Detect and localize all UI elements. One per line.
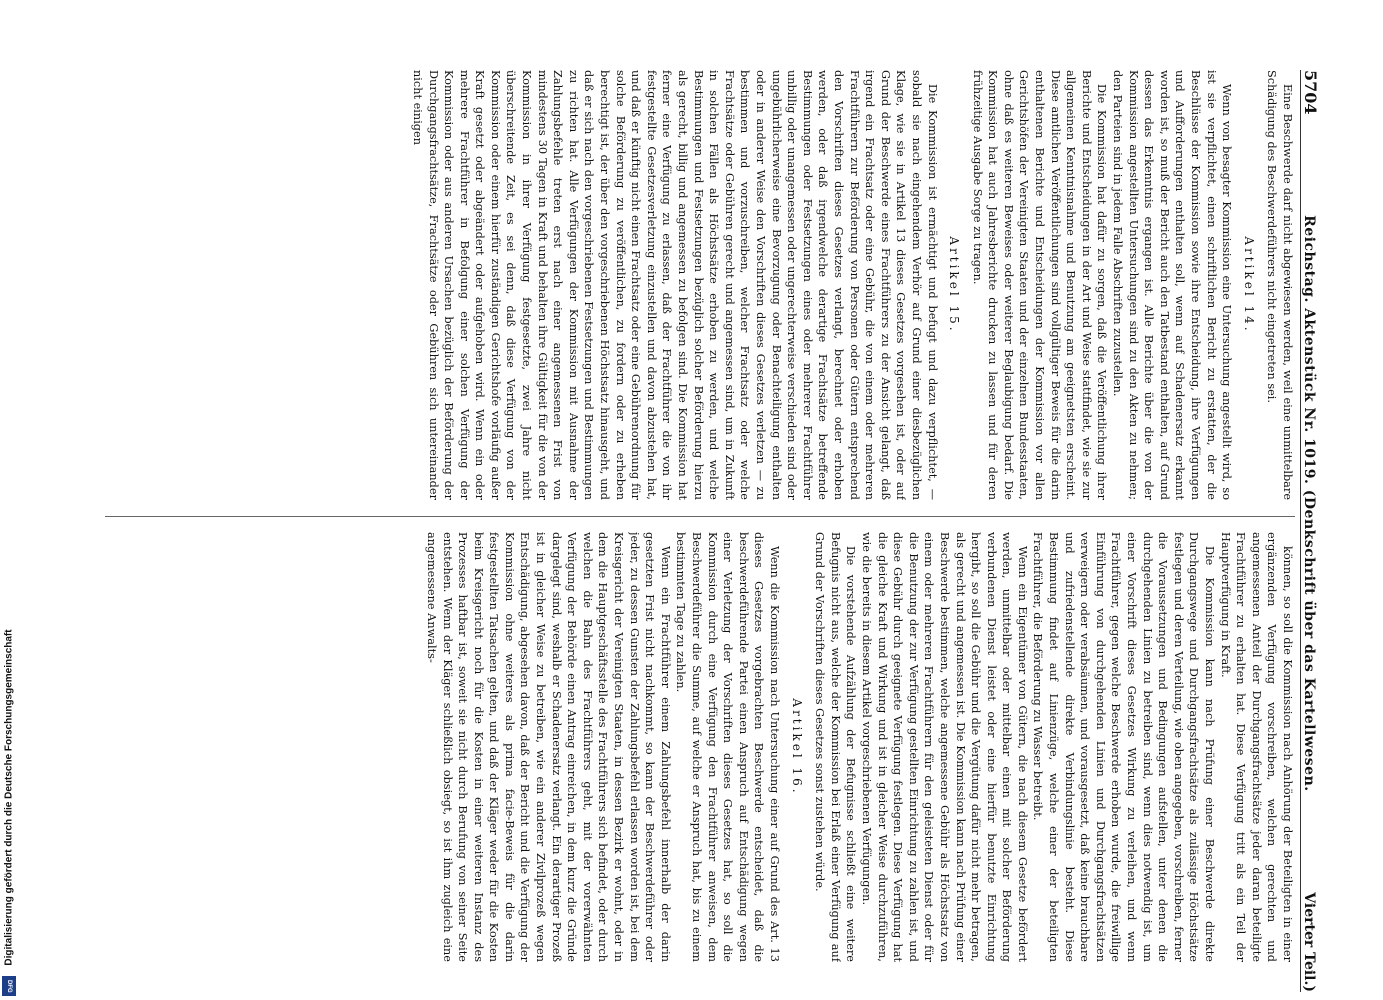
document-page bbox=[85, 70, 1335, 992]
paragraph: können, so soll die Kommission nach Anhörung der Beteiligten in einer ergänzenden Verfügung vorschreiben, welchen gerechten und angemessenen Anteil der Durchgangsfrachtsätze jeder daran beteiligte Frachtführer zu erhalten hat. Diese Verfügung tritt als ein Teil der Hauptverfügung in Kraft. bbox=[1218, 532, 1294, 962]
page-part: Vierter Teil.) bbox=[1301, 892, 1317, 992]
paragraph: Wenn die Kommission nach Untersuchung einer auf Grund des Art. 13 dieses Gesetzes vorgebrachten Beschwerde entscheidet, daß die beschwerdeführende Partei einen Anspruch auf Entschädigung wegen einer Verletzung der Vorschriften dieses Gesetzes hat, so soll die Kommission durch eine Verfügung den Frachtführer anweisen, dem Beschwerdeführer die Summe, auf welche er Anspruch hat, bis zu einem bestimmten Tage zu zahlen. bbox=[674, 532, 781, 962]
paragraph: Wenn ein Eigentümer von Gütern, die nach diesem Gesetze befördert werden, unmittelbar oder mittelbar einen mit solcher Beförderung verbundenen Dienst leistet oder eine hierfür benutzte Einrichtung hergibt, so soll die Gebühr und die Vergütung dafür nicht mehr betragen, als gerecht und angemessen ist. Die Kommission kann nach Prüfung einer Beschwerde bestimmen, welche angemessene Gebühr als Höchstsatz von einem oder mehreren Frachtführern für den geleisteten Dienst oder für die Benutzung der zur Verfügung gestellten Einrichtung zu zahlen ist, und diese Gebühr durch geeignete Verfügung festlegen. Diese Verfügung hat die gleiche Kraft und Wirkung und ist in gleicher Weise durchzuführen, wie die bereits in diesem Artikel vorgeschriebenen Verfügungen. bbox=[859, 532, 1029, 962]
article-15-heading: Artikel 15. bbox=[947, 236, 962, 334]
column-divider bbox=[105, 516, 1295, 517]
paragraph: Wenn ein Frachtführer einem Zahlungsbefehl innerhalb der darin gesetzten Frist nicht nachkommt, so kann der Beschwerdeführer oder jeder, zu dessen Gunsten der Zahlungsbefehl erlassen worden ist, bei dem Kreisgericht der Vereinigten Staaten, in dessen Bezirk er wohnt, oder in dem die Hauptgeschäftsstelle des Frachtführers sich befindet, oder durch welchen die Bahn des Frachtführers geht, mit der vorerwähnten Verfügung der Behörde einen Antrag einreichen, in dem kurz die Gründe dargelegt sind, weshalb er Schadenersatz verlangt. Ein derartiger Prozeß ist in gleicher Weise zu betreiben, wie ein anderer Zivilprozeß wegen Entschädigung, abgesehen davon, daß der Bericht und die Verfügung der Kommission ohne weiteres als prima facie-Beweis für die darin festgestellten Tatsachen gelten, und daß der Kläger weder für die Kosten beim Kreisgericht noch für die Kosten in einer weiteren Instanz des Prozesses haftbar ist, soweit sie nicht durch Berufung von seiner Seite entstehen. Wenn der Kläger schließlich obsiegt, so ist ihm zugleich eine angemessene Anwalts- bbox=[424, 532, 672, 962]
watermark-text: Digitalisierung gefördert durch die Deutsche Forschungsgemeinschaft bbox=[3, 629, 15, 966]
left-column bbox=[95, 70, 1295, 500]
paragraph: Die vorstehende Aufzählung der Befugnisse schließt eine weitere Befugnis nicht aus, welche der Kommission bei Erlaß einer Verfügung auf Grund der Vorschriften dieses Gesetzes sonst zustehen würde. bbox=[813, 532, 858, 962]
article-16-heading: Artikel 16. bbox=[789, 698, 804, 796]
right-column bbox=[95, 532, 1295, 962]
paragraph: Die Kommission kann nach Prüfung einer Beschwerde direkte Durchgangswege und Durchgangsfrachtsätze als zulässige Höchstsätze festlegen und deren Verteilung, wie oben angegeben, vorschreiben, ferner die Voraussetzungen und Bedingungen aufstellen, unter denen die durchgehenden Linien zu betreiben sind, wenn dies notwendig ist, um einer Vorschrift dieses Gesetzes Wirkung zu verleihen, und wenn Frachtführer, gegen welche Beschwerde erhoben wurde, die freiwillige Einführung von durchgehenden Linien und Durchgangsfrachtsätzen verweigern oder verabsäumen, und vorausgesetzt, daß keine brauchbare und zufriedenstellende direkte Verbindungslinie besteht. Diese Bestimmung findet auf Linienzüge, welche einer der beteiligten Frachtführer, die Beförderung zu Wasser betreibt. bbox=[1031, 532, 1217, 962]
page-header bbox=[1300, 70, 1335, 992]
paragraph: Wenn von besagter Kommission eine Untersuchung angestellt wird, so ist sie verpflichtet, einen schriftlichen Bericht zu erstatten, der die Beschlüsse der Kommission sowie ihre Entscheidung, ihre Verfügungen und Aufforderungen enthalten soll, wenn auf Schadenersatz erkannt worden ist, so muß der Bericht auch den Tatbestand enthalten, auf Grund dessen das Erkenntnis ergangen ist. Alle Berichte über die von der Kommission angestellten Untersuchungen sind zu den Akten zu nehmen; den Parteien sind in jedem Falle Abschriften zuzustellen. bbox=[1111, 70, 1234, 500]
page-wrapper bbox=[85, 70, 1335, 992]
paragraph: Die Kommission hat dafür zu sorgen, daß die Veröffentlichung ihrer Berichte und Entscheidungen in der Art und Weise stattfindet, wie sie zur allgemeinen Kenntnisnahme und Benutzung am geeignetsten erscheint. Diese amtlichen Veröffentlichungen sind vollgültiger Beweis für die darin enthaltenen Berichte und Entscheidungen der Kommission vor allen Gerichtshöfen der Vereinigten Staaten und der einzelnen Bundesstaaten, ohne daß es weiteren Beweises oder weiterer Beglaubigung bedarf. Die Kommission hat auch Jahresberichte drucken zu lassen und für deren frühzeitige Ausgabe Sorge zu tragen. bbox=[970, 70, 1109, 500]
dfg-logo: DFG bbox=[2, 976, 16, 996]
watermark bbox=[0, 605, 18, 990]
page-number: 5704 bbox=[1301, 70, 1320, 115]
paragraph: Die Kommission ist ermächtigt und befugt und dazu verpflichtet, — sobald sie nach eingehendem Verhör auf Grund einer diesbezüglichen Klage, wie sie in Artikel 13 dieses Gesetzes vorgesehen ist, oder auf Grund der Beschwerde eines Frachtführers zu der Ansicht gelangt, daß irgend ein Frachtsatz oder eine Gebühr, die von einem oder mehreren Frachtführern zur Beförderung von Personen oder Gütern entsprechend den Vorschriften dieses Gesetzes verlangt, berechnet oder erhoben werden, oder daß irgendwelche derartige Frachtsätze betreffende Bestimmungen oder Festsetzungen eines oder mehrerer Frachtführer unbillig oder unangemessen oder ungerechterweise verschieden sind oder ungebührlicherweise eine Bevorzugung oder Benachteiligung enthalten oder in anderer Weise den Vorschriften dieses Gesetzes verletzen — zu bestimmen und vorzuschreiben, welcher Frachtsatz oder welche Frachtsätze oder Gebühren gerecht und angemessen sind, um in Zukunft in solchen Fällen als Höchstsätze erhoben zu werden, und welche Bestimmungen und Festsetzungen bezüglich solcher Beförderung hierzu als gerecht, billig und angemessen zu befolgen sind. Die Kommission hat ferner eine Verfügung zu erlassen, daß der Frachtführer die von ihr festgestellte Gesetzesverletzung einzustellen und davon abzustehen hat, und daß er künftig nicht einen Frachtsatz oder eine Gebührenordnung für solche Beförderung zu veröffentlichen, zu fordern oder zu erheben berechtigt ist, der über den vorgeschriebenen Höchstsatz hinausgeht, und daß er sich nach den vorgeschriebenen Festsetzungen und Bestimmungen zu richten hat. Alle Verfügungen der Kommission mit Ausnahme der Zahlungsbefehle treten erst nach einer angemessenen Frist von mindestens 30 Tagen in Kraft und behalten ihre Gültigkeit für die von der Kommission in ihrer Verfügung festgesetzte, zwei Jahre nicht überschreitende Zeit, es sei denn, daß diese Verfügung von der Kommission oder einem hierfür zuständigen Gerichtshofe vorläufig außer Kraft gesetzt oder abgeändert oder aufgehoben wird. Wenn ein oder mehrere Frachtführer in Befolgung einer solchen Verfügung der Kommission oder aus anderen Ursachen bezüglich der Beförderung der Durchgangsfrachtsätze, Frachtsätze oder Gebühren sich untereinander nicht einigen bbox=[410, 70, 939, 500]
article-14-heading: Artikel 14. bbox=[1241, 236, 1256, 334]
intro-paragraph: Eine Beschwerde darf nicht abgewiesen werden, weil eine unmittelbare Schädigung des Beschwerdeführers nicht eingetreten sei. bbox=[1265, 70, 1294, 500]
page-title: Reichstag. Aktenstück Nr. 1019. (Denkschrift über das Kartellwesen. bbox=[1301, 215, 1317, 792]
